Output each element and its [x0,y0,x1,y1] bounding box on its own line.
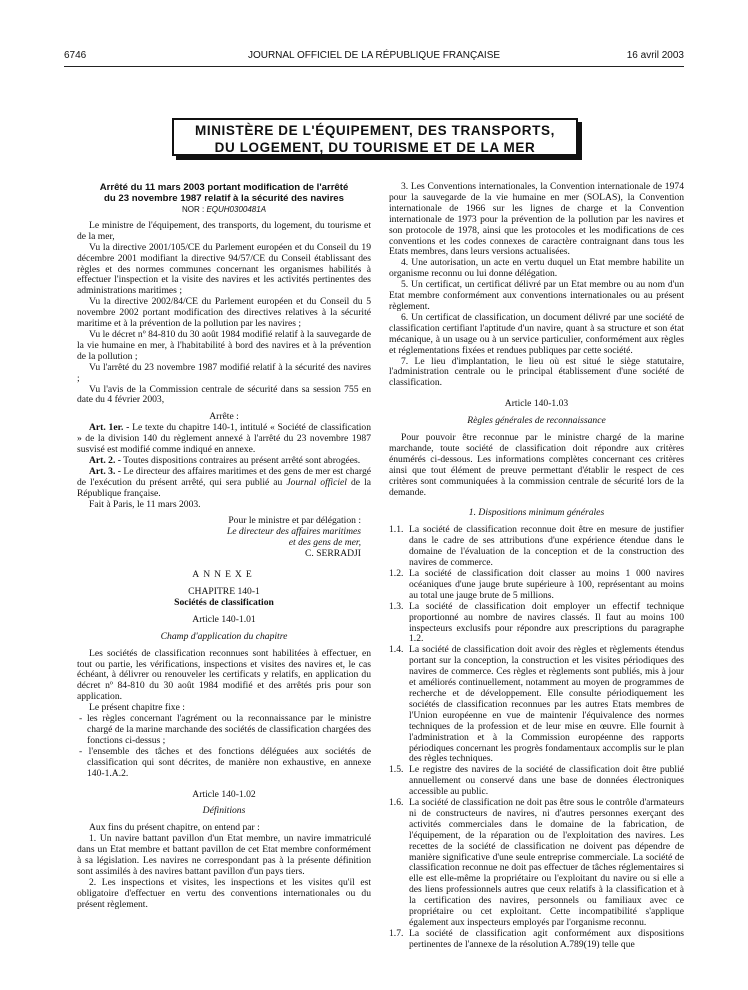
article-3-label: Art. 3. - [89,465,121,477]
nor-code: EQUH0300481A [206,205,267,214]
ministry-box [172,118,578,156]
article-1-text: Le texte du chapitre 140-1, intitulé « Société de classification » de la division 140 du règlement annexé à l'arrêté du 23 novembre 1987 susvisé est modifié comme indiqué en annexe. [77,422,371,456]
item-number: 1.5. [389,764,404,776]
preamble-directive-2001: Vu la directive 2001/105/CE du Parlement européen et du Conseil du 19 décembre 2001 modifiant la directive 94/57/CE du Conseil établissant des règles et des normes communes concernant les organismes habilités à effectuer l'inspection et la visite des navires et les activités pertinentes des administrations maritimes ; [77,241,371,297]
regles-paragraph: Pour pouvoir être reconnue par le ministre chargé de la marine marchande, toute société de classification doit répondre aux critères énumérés ci-dessous. Les informations complètes concernant ces critères ainsi que tout élément de preuve permettant d'établir le respect de ces critères sont communiquées à la commission centrale de sécurité lors de la demande. [389,432,684,498]
fait-a-paris: Fait à Paris, le 11 mars 2003. [89,498,201,510]
list-item: - les règles concernant l'agrément ou la reconnaissance par le ministre chargé de la marine marchande des sociétés de classification chargées des fonctions ci-dessus ; [79,713,371,746]
nor-label: NOR : [181,205,205,214]
article-1-label: Art. 1er. - [89,422,130,434]
definition-5: 5. Un certificat, un certificat délivré par un Etat membre ou au nom d'un Etat membre conformément aux conventions internationales ou au présent règlement. [389,279,684,312]
signatory-name: C. SERRADJI [305,548,361,560]
list-item [389,765,684,798]
dispositions-heading: 1. Dispositions minimum générales [468,507,605,519]
header-rule [64,66,684,67]
decree-title-line-2: du 23 novembre 1987 relatif à la sécurité des navires [104,193,344,204]
article-2-label: Art. 2. - [89,454,121,466]
champ-paragraph-1: Les sociétés de classification reconnues sont habilitées à effectuer, en tout ou partie, les vérifications, inspections et visites des navires et, le cas échéant, à délivrer ou renouveler les certificats y relatifs, en application du décret nº 84-810 du 30 août 1984 modifié et des arrêtés pris pour son application. [77,647,371,703]
list-item [389,602,684,646]
regles-heading: Règles générales de reconnaissance [467,415,606,427]
ministry-line-1: MINISTÈRE DE L'ÉQUIPEMENT, DES TRANSPORTS, [195,123,555,138]
definitions-intro: Aux fins du présent chapitre, on entend par : [89,822,260,834]
nor-reference [77,205,371,216]
article-140-1-02: Article 140-1.02 [192,788,256,800]
champ-paragraph-2: Le présent chapitre fixe : [89,702,185,714]
preamble-avis: Vu l'avis de la Commission centrale de sécurité dans sa session 755 en date du 4 février 2003, [77,383,371,406]
item-text: La société de classification ne doit pas être sous le contrôle d'armateurs ni de constructeurs de navires, ni d'autres personnes exerçant des activités commerciales dans le domaine de la fabrication, de l'équipement, de la réparation ou de l'exploitation des navires. Les recettes de la société de classification ne doivent pas dépendre de manière significative d'une seule entreprise commerciale. La société de classification reconnue ne doit pas effectuer de tâches réglementaires si elle est elle-même la propriétaire ou l'exploitant du navire ou si elle a des liens professionnels autres que ceux relatifs à la classification et à la certification des navires, personnels ou familiaux avec ce propriétaire ou cet exploitant. Cette incompatibilité s'applique également aux inspecteurs employés par l'organisme reconnu. [409,797,684,928]
journal-officiel-italic: Journal officiel [286,476,347,488]
preamble-directive-2002: Vu la directive 2002/84/CE du Parlement européen et du Conseil du 5 novembre 2002 portant modification des directives relatives à la sécurité maritime et à la prévention de la pollution par les navires ; [77,296,371,330]
dispositions-heading-wrap [389,508,684,519]
item-number: 1.2. [389,568,404,579]
annexe-heading: ANNEXE [192,569,256,581]
item-number: 1.3. [389,600,404,612]
left-column [77,182,371,911]
definition-7: 7. Le lieu d'implantation, le lieu où est situé le siège statutaire, l'administration centrale ou le principal établissement d'une société de classification. [389,355,684,389]
signature-line-1: Pour le ministre et par délégation : [228,515,361,527]
definition-6: 6. Un certificat de classification, un document délivré par une société de classification certifiant l'aptitude d'un navire, quant à sa structure et son état mécanique, à un usage ou à un service particulier, conformément aux règles et réglementations fixées et rendues publiques par cette société. [389,311,684,356]
item-number: 1.7. [389,927,404,939]
item-text: La société de classification doit employer un effectif technique proportionné au nombre de navires classés. Il faut au moins 100 inspecteurs exclusifs pour répondre aux prescriptions du paragraphe 1.2. [409,600,684,645]
item-number: 1.6. [389,797,404,809]
right-column [389,182,684,951]
item-text: La société de classification doit avoir des règles et règlements étendus portant sur la conception, la construction et les visites périodiques des navires de commerce. Ces règles et règlements sont publiés, mis à jour et améliorés continuellement, notamment au moyen de programmes de recherche et de développement. Elle consulte périodiquement les sociétés de classification reconnues par les autres Etats membres de l'Union européenne en vue de maintenir l'équivalence des normes techniques de la profession et de leur mise en œuvre. Elle fournit à l'administration et à la Commission européenne des rapports périodiques concernant les progrès fondamentaux accomplis sur le plan des règles techniques. [409,644,684,765]
article-2-text: Toutes dispositions contraires au présent arrêté sont abrogées. [120,454,361,466]
decree-title-line-1: Arrêté du 11 mars 2003 portant modification de l'arrêté [99,182,349,193]
definition-2: 2. Les inspections et visites, les inspections et les visites qu'il est obligatoire d'effectuer en vertu des conventions internationales ou du présent règlement. [77,876,371,910]
running-header [64,50,684,64]
champ-heading: Champ d'application du chapitre [160,630,288,642]
definition-3: 3. Les Conventions internationales, la Convention internationale de 1974 pour la sauvegarde de la vie humaine en mer (SOLAS), la Convention internationale de 1966 sur les lignes de charge et la Convention internationale de 1973 pour la prévention de la pollution par les navires et son protocole de 1978, ainsi que les protocoles et les modifications de ces conventions et les codes connexes de caractère contraignant dans tous les Etats membres, dans leurs versions actualisées. [389,181,684,258]
champ-list [77,714,371,779]
item-text: La société de classification reconnue doit être en mesure de justifier dans le cadre de ses attributions d'une expérience étendue dans le domaine de l'évaluation de la conception et de la construction des navires de commerce. [409,524,684,569]
list-item [389,525,684,569]
item-text: Le registre des navires de la société de classification doit être publié annuellement ou conservé dans une base de données électroniques accessible au public. [409,764,684,798]
provisions-list [389,525,684,950]
article-3-text-c: de la République française. [77,476,372,499]
preamble-decret: Vu le décret nº 84-810 du 30 août 1984 modifié relatif à la sauvegarde de la vie humaine en mer, à l'habitabilité à bord des navires et à la prévention de la pollution ; [77,328,371,362]
ministry-line-2: DU LOGEMENT, DU TOURISME ET DE LA MER [214,140,536,155]
issue-date: 16 avril 2003 [626,50,684,61]
item-number: 1.4. [389,644,404,656]
list-item [389,798,684,929]
chapter-title: Sociétés de classification [174,596,274,608]
journal-title: JOURNAL OFFICIEL DE LA RÉPUBLIQUE FRANÇAISE [247,50,501,61]
item-number: 1.1. [389,524,404,536]
item-text: La société de classification doit classer au moins 1 000 navires océaniques d'une jauge brute supérieure à 100, représentant au moins au total une jauge brute de 5 millions. [409,568,684,601]
list-item [389,569,684,602]
champ-heading-wrap [77,632,371,643]
signature-title-1: Le directeur des affaires maritimes [226,526,361,538]
regles-heading-wrap [389,416,684,427]
definitions-heading-wrap [77,806,371,817]
article-140-1-03: Article 140-1.03 [504,398,569,410]
definition-1: 1. Un navire battant pavillon d'un Etat membre, un navire immatriculé dans un Etat membre et battant pavillon de cet Etat membre conformément à sa législation. Les navires ne correspondant pas à la présente définition sont assimilés à des navires battant pavillon d'un pays tiers. [77,833,371,877]
list-item [389,929,684,951]
arrete-heading: Arrête : [209,411,239,423]
preamble-arrete: Vu l'arrêté du 23 novembre 1987 modifié relatif à la sécurité des navires ; [77,361,371,384]
item-text: La société de classification agit conformément aux dispositions pertinentes de l'annexe de la résolution A.789(19) telle que [409,927,684,950]
page-number: 6746 [64,50,87,61]
article-3-text-a: Le directeur des affaires maritimes et des gens de mer est chargé de l'exécution du présent arrêté, qui sera publié au [77,465,372,488]
definition-4: 4. Une autorisation, un acte en vertu duquel un Etat membre habilite un organisme reconnu ou lui donne délégation. [389,257,684,280]
signature-title-2: et des gens de mer, [288,537,361,549]
list-item: - l'ensemble des tâches et des fonctions déléguées aux sociétés de classification qui sont décrites, de manière non exhaustive, en annexe 140-1.A.2. [79,745,371,779]
article-1 [77,423,371,456]
definitions-heading: Définitions [202,805,246,817]
article-3 [77,467,371,500]
preamble-minister: Le ministre de l'équipement, des transports, du logement, du tourisme et de la mer, [77,219,371,242]
list-item [389,645,684,765]
chapter-heading: CHAPITRE 140-1 [188,586,260,597]
article-140-1-01: Article 140-1.01 [192,613,256,625]
